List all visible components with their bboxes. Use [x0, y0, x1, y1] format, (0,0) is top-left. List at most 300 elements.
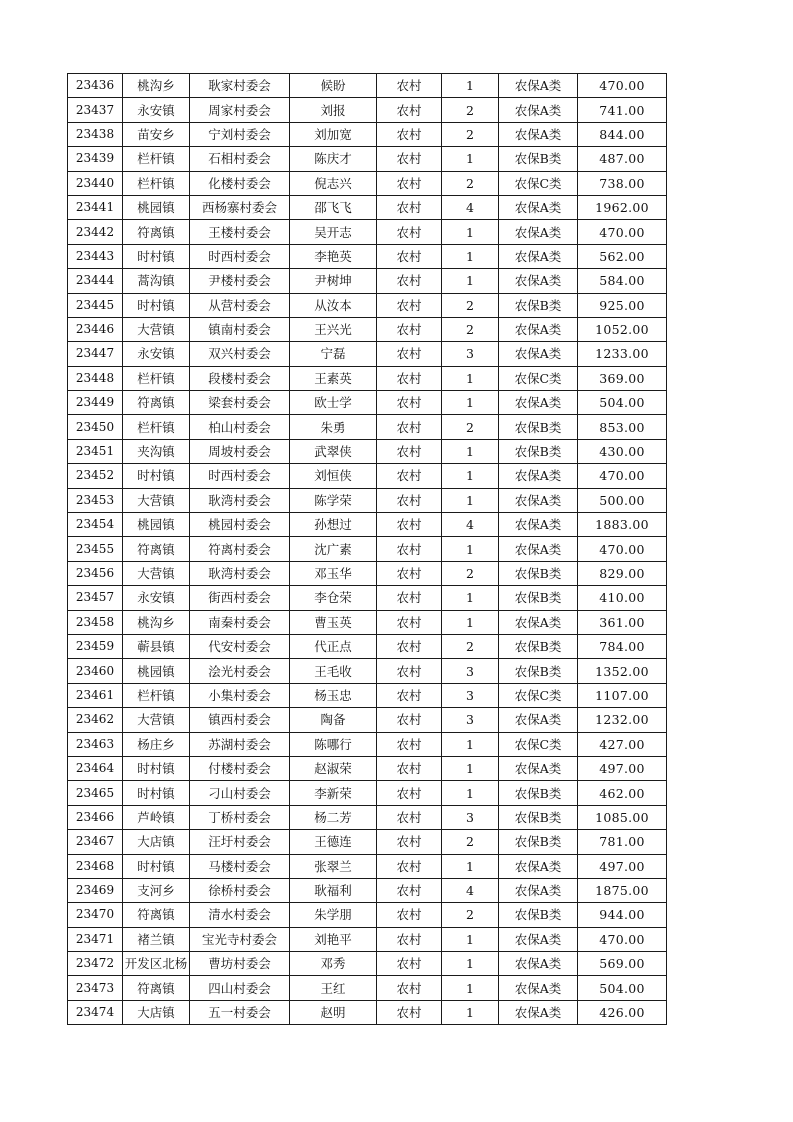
- amount-cell: 426.00: [578, 1000, 667, 1024]
- town-cell: 永安镇: [123, 342, 190, 366]
- amount-cell: 470.00: [578, 927, 667, 951]
- record-id-cell: 23436: [68, 74, 123, 98]
- person-name-cell: 倪志兴: [290, 171, 377, 195]
- table-row: [68, 659, 667, 683]
- household-count-cell: 2: [442, 171, 499, 195]
- amount-cell: 1875.00: [578, 878, 667, 902]
- village-committee-cell: 尹楼村委会: [190, 269, 290, 293]
- table-row: [68, 903, 667, 927]
- record-id-cell: 23464: [68, 756, 123, 780]
- table-row: [68, 781, 667, 805]
- insurance-type-cell: 农保A类: [499, 317, 578, 341]
- insurance-type-cell: 农保A类: [499, 74, 578, 98]
- record-id-cell: 23439: [68, 147, 123, 171]
- amount-cell: 470.00: [578, 74, 667, 98]
- village-committee-cell: 清水村委会: [190, 903, 290, 927]
- town-cell: 桃园镇: [123, 659, 190, 683]
- household-count-cell: 2: [442, 122, 499, 146]
- town-cell: 大营镇: [123, 317, 190, 341]
- household-count-cell: 1: [442, 732, 499, 756]
- area-type-cell: 农村: [377, 732, 442, 756]
- person-name-cell: 欧士学: [290, 391, 377, 415]
- town-cell: 大营镇: [123, 708, 190, 732]
- household-count-cell: 1: [442, 952, 499, 976]
- person-name-cell: 吴开志: [290, 220, 377, 244]
- town-cell: 桃沟乡: [123, 610, 190, 634]
- person-name-cell: 曹玉英: [290, 610, 377, 634]
- record-id-cell: 23468: [68, 854, 123, 878]
- amount-cell: 844.00: [578, 122, 667, 146]
- person-name-cell: 沈广素: [290, 537, 377, 561]
- village-committee-cell: 苏湖村委会: [190, 732, 290, 756]
- village-committee-cell: 石相村委会: [190, 147, 290, 171]
- table-row: [68, 195, 667, 219]
- town-cell: 桃园镇: [123, 195, 190, 219]
- household-count-cell: 3: [442, 708, 499, 732]
- town-cell: 杨庄乡: [123, 732, 190, 756]
- record-id-cell: 23458: [68, 610, 123, 634]
- household-count-cell: 2: [442, 903, 499, 927]
- town-cell: 支河乡: [123, 878, 190, 902]
- record-id-cell: 23441: [68, 195, 123, 219]
- town-cell: 时村镇: [123, 464, 190, 488]
- town-cell: 符离镇: [123, 537, 190, 561]
- record-id-cell: 23455: [68, 537, 123, 561]
- household-count-cell: 1: [442, 74, 499, 98]
- village-committee-cell: 耿家村委会: [190, 74, 290, 98]
- amount-cell: 569.00: [578, 952, 667, 976]
- town-cell: 大营镇: [123, 561, 190, 585]
- table-row: [68, 1000, 667, 1024]
- amount-cell: 944.00: [578, 903, 667, 927]
- area-type-cell: 农村: [377, 244, 442, 268]
- record-id-cell: 23449: [68, 391, 123, 415]
- area-type-cell: 农村: [377, 317, 442, 341]
- area-type-cell: 农村: [377, 659, 442, 683]
- household-count-cell: 2: [442, 317, 499, 341]
- amount-cell: 1052.00: [578, 317, 667, 341]
- area-type-cell: 农村: [377, 781, 442, 805]
- person-name-cell: 朱学朋: [290, 903, 377, 927]
- household-count-cell: 1: [442, 610, 499, 634]
- household-count-cell: 1: [442, 488, 499, 512]
- amount-cell: 470.00: [578, 464, 667, 488]
- village-committee-cell: 镇南村委会: [190, 317, 290, 341]
- village-committee-cell: 汪圩村委会: [190, 830, 290, 854]
- person-name-cell: 王素英: [290, 366, 377, 390]
- town-cell: 时村镇: [123, 854, 190, 878]
- insurance-type-cell: 农保B类: [499, 561, 578, 585]
- amount-cell: 1883.00: [578, 513, 667, 537]
- table-row: [68, 805, 667, 829]
- area-type-cell: 农村: [377, 854, 442, 878]
- person-name-cell: 张翠兰: [290, 854, 377, 878]
- village-committee-cell: 徐桥村委会: [190, 878, 290, 902]
- village-committee-cell: 段楼村委会: [190, 366, 290, 390]
- person-name-cell: 李新荣: [290, 781, 377, 805]
- area-type-cell: 农村: [377, 195, 442, 219]
- village-committee-cell: 小集村委会: [190, 683, 290, 707]
- town-cell: 苗安乡: [123, 122, 190, 146]
- amount-cell: 497.00: [578, 854, 667, 878]
- area-type-cell: 农村: [377, 464, 442, 488]
- person-name-cell: 武翠侠: [290, 439, 377, 463]
- village-committee-cell: 南秦村委会: [190, 610, 290, 634]
- village-committee-cell: 付楼村委会: [190, 756, 290, 780]
- village-committee-cell: 西杨寨村委会: [190, 195, 290, 219]
- table-row: [68, 220, 667, 244]
- village-committee-cell: 时西村委会: [190, 244, 290, 268]
- area-type-cell: 农村: [377, 927, 442, 951]
- town-cell: 大营镇: [123, 488, 190, 512]
- table-row: [68, 976, 667, 1000]
- person-name-cell: 尹树坤: [290, 269, 377, 293]
- person-name-cell: 邵飞飞: [290, 195, 377, 219]
- village-committee-cell: 丁桥村委会: [190, 805, 290, 829]
- record-id-cell: 23460: [68, 659, 123, 683]
- amount-cell: 741.00: [578, 98, 667, 122]
- village-committee-cell: 刁山村委会: [190, 781, 290, 805]
- area-type-cell: 农村: [377, 903, 442, 927]
- table-row: [68, 513, 667, 537]
- person-name-cell: 王德连: [290, 830, 377, 854]
- amount-cell: 504.00: [578, 976, 667, 1000]
- amount-cell: 487.00: [578, 147, 667, 171]
- insurance-type-cell: 农保A类: [499, 976, 578, 1000]
- village-committee-cell: 宁刘村委会: [190, 122, 290, 146]
- insurance-type-cell: 农保B类: [499, 830, 578, 854]
- amount-cell: 497.00: [578, 756, 667, 780]
- table-row: [68, 147, 667, 171]
- village-committee-cell: 耿湾村委会: [190, 488, 290, 512]
- area-type-cell: 农村: [377, 366, 442, 390]
- village-committee-cell: 代安村委会: [190, 634, 290, 658]
- area-type-cell: 农村: [377, 708, 442, 732]
- record-id-cell: 23456: [68, 561, 123, 585]
- insurance-type-cell: 农保B类: [499, 293, 578, 317]
- insurance-type-cell: 农保A类: [499, 464, 578, 488]
- record-id-cell: 23445: [68, 293, 123, 317]
- village-committee-cell: 柏山村委会: [190, 415, 290, 439]
- area-type-cell: 农村: [377, 171, 442, 195]
- village-committee-cell: 周坡村委会: [190, 439, 290, 463]
- table-row: [68, 464, 667, 488]
- record-id-cell: 23459: [68, 634, 123, 658]
- village-committee-cell: 桃园村委会: [190, 513, 290, 537]
- insurance-type-cell: 农保A类: [499, 708, 578, 732]
- record-id-cell: 23471: [68, 927, 123, 951]
- insurance-type-cell: 农保A类: [499, 342, 578, 366]
- household-count-cell: 2: [442, 830, 499, 854]
- town-cell: 符离镇: [123, 220, 190, 244]
- household-count-cell: 3: [442, 805, 499, 829]
- area-type-cell: 农村: [377, 1000, 442, 1024]
- table-row: [68, 488, 667, 512]
- table-row: [68, 98, 667, 122]
- town-cell: 永安镇: [123, 98, 190, 122]
- amount-cell: 829.00: [578, 561, 667, 585]
- amount-cell: 781.00: [578, 830, 667, 854]
- record-id-cell: 23461: [68, 683, 123, 707]
- household-count-cell: 1: [442, 439, 499, 463]
- record-id-cell: 23470: [68, 903, 123, 927]
- amount-cell: 784.00: [578, 634, 667, 658]
- household-count-cell: 1: [442, 927, 499, 951]
- household-count-cell: 2: [442, 561, 499, 585]
- village-committee-cell: 化楼村委会: [190, 171, 290, 195]
- area-type-cell: 农村: [377, 415, 442, 439]
- household-count-cell: 4: [442, 195, 499, 219]
- town-cell: 栏杆镇: [123, 415, 190, 439]
- insurance-type-cell: 农保B类: [499, 147, 578, 171]
- person-name-cell: 刘报: [290, 98, 377, 122]
- household-count-cell: 3: [442, 683, 499, 707]
- table-row: [68, 439, 667, 463]
- area-type-cell: 农村: [377, 147, 442, 171]
- insurance-type-cell: 农保B类: [499, 415, 578, 439]
- insurance-type-cell: 农保B类: [499, 634, 578, 658]
- person-name-cell: 邓玉华: [290, 561, 377, 585]
- area-type-cell: 农村: [377, 74, 442, 98]
- village-committee-cell: 浍光村委会: [190, 659, 290, 683]
- insurance-type-cell: 农保A类: [499, 537, 578, 561]
- amount-cell: 410.00: [578, 586, 667, 610]
- person-name-cell: 宁磊: [290, 342, 377, 366]
- record-id-cell: 23448: [68, 366, 123, 390]
- area-type-cell: 农村: [377, 513, 442, 537]
- person-name-cell: 刘艳平: [290, 927, 377, 951]
- amount-cell: 462.00: [578, 781, 667, 805]
- insurance-type-cell: 农保A类: [499, 513, 578, 537]
- area-type-cell: 农村: [377, 610, 442, 634]
- area-type-cell: 农村: [377, 683, 442, 707]
- insurance-type-cell: 农保A类: [499, 927, 578, 951]
- amount-cell: 430.00: [578, 439, 667, 463]
- area-type-cell: 农村: [377, 976, 442, 1000]
- record-id-cell: 23442: [68, 220, 123, 244]
- village-committee-cell: 宝光寺村委会: [190, 927, 290, 951]
- area-type-cell: 农村: [377, 634, 442, 658]
- table-row: [68, 342, 667, 366]
- town-cell: 芦岭镇: [123, 805, 190, 829]
- record-id-cell: 23443: [68, 244, 123, 268]
- area-type-cell: 农村: [377, 561, 442, 585]
- amount-cell: 369.00: [578, 366, 667, 390]
- area-type-cell: 农村: [377, 220, 442, 244]
- village-committee-cell: 曹坊村委会: [190, 952, 290, 976]
- record-id-cell: 23474: [68, 1000, 123, 1024]
- town-cell: 栏杆镇: [123, 366, 190, 390]
- insurance-type-cell: 农保A类: [499, 756, 578, 780]
- town-cell: 桃沟乡: [123, 74, 190, 98]
- table-row: [68, 952, 667, 976]
- village-committee-cell: 耿湾村委会: [190, 561, 290, 585]
- town-cell: 栏杆镇: [123, 147, 190, 171]
- area-type-cell: 农村: [377, 756, 442, 780]
- insurance-type-cell: 农保B类: [499, 659, 578, 683]
- town-cell: 桃园镇: [123, 513, 190, 537]
- household-count-cell: 3: [442, 659, 499, 683]
- village-committee-cell: 镇西村委会: [190, 708, 290, 732]
- record-id-cell: 23450: [68, 415, 123, 439]
- household-count-cell: 1: [442, 854, 499, 878]
- village-committee-cell: 马楼村委会: [190, 854, 290, 878]
- table-row: [68, 878, 667, 902]
- town-cell: 夹沟镇: [123, 439, 190, 463]
- area-type-cell: 农村: [377, 586, 442, 610]
- record-id-cell: 23463: [68, 732, 123, 756]
- insurance-type-cell: 农保A类: [499, 610, 578, 634]
- person-name-cell: 赵明: [290, 1000, 377, 1024]
- insurance-type-cell: 农保C类: [499, 683, 578, 707]
- amount-cell: 427.00: [578, 732, 667, 756]
- household-count-cell: 2: [442, 634, 499, 658]
- table-row: [68, 122, 667, 146]
- insurance-type-cell: 农保A类: [499, 391, 578, 415]
- insurance-type-cell: 农保A类: [499, 1000, 578, 1024]
- village-committee-cell: 时西村委会: [190, 464, 290, 488]
- person-name-cell: 杨玉忠: [290, 683, 377, 707]
- amount-cell: 504.00: [578, 391, 667, 415]
- table-row: [68, 415, 667, 439]
- record-id-cell: 23457: [68, 586, 123, 610]
- town-cell: 栏杆镇: [123, 171, 190, 195]
- village-committee-cell: 周家村委会: [190, 98, 290, 122]
- table-row: [68, 293, 667, 317]
- record-id-cell: 23473: [68, 976, 123, 1000]
- table-row: [68, 586, 667, 610]
- table-row: [68, 74, 667, 98]
- insurance-type-cell: 农保A类: [499, 220, 578, 244]
- table-row: [68, 610, 667, 634]
- town-cell: 时村镇: [123, 244, 190, 268]
- town-cell: 符离镇: [123, 976, 190, 1000]
- household-count-cell: 1: [442, 976, 499, 1000]
- amount-cell: 1107.00: [578, 683, 667, 707]
- village-committee-cell: 双兴村委会: [190, 342, 290, 366]
- person-name-cell: 王兴光: [290, 317, 377, 341]
- area-type-cell: 农村: [377, 269, 442, 293]
- household-count-cell: 1: [442, 1000, 499, 1024]
- household-count-cell: 1: [442, 269, 499, 293]
- household-count-cell: 2: [442, 293, 499, 317]
- area-type-cell: 农村: [377, 488, 442, 512]
- person-name-cell: 从汝本: [290, 293, 377, 317]
- table-row: [68, 537, 667, 561]
- amount-cell: 1962.00: [578, 195, 667, 219]
- household-count-cell: 1: [442, 586, 499, 610]
- town-cell: 大店镇: [123, 1000, 190, 1024]
- town-cell: 时村镇: [123, 293, 190, 317]
- table-row: [68, 269, 667, 293]
- insurance-type-cell: 农保A类: [499, 269, 578, 293]
- table-row: [68, 830, 667, 854]
- record-id-cell: 23454: [68, 513, 123, 537]
- household-count-cell: 2: [442, 415, 499, 439]
- record-id-cell: 23440: [68, 171, 123, 195]
- town-cell: 符离镇: [123, 391, 190, 415]
- person-name-cell: 朱勇: [290, 415, 377, 439]
- record-id-cell: 23462: [68, 708, 123, 732]
- table-row: [68, 854, 667, 878]
- town-cell: 栏杆镇: [123, 683, 190, 707]
- person-name-cell: 王红: [290, 976, 377, 1000]
- person-name-cell: 刘恒侠: [290, 464, 377, 488]
- town-cell: 符离镇: [123, 903, 190, 927]
- village-committee-cell: 街西村委会: [190, 586, 290, 610]
- household-count-cell: 1: [442, 781, 499, 805]
- person-name-cell: 孙想过: [290, 513, 377, 537]
- person-name-cell: 陈学荣: [290, 488, 377, 512]
- table-row: [68, 366, 667, 390]
- record-id-cell: 23467: [68, 830, 123, 854]
- amount-cell: 925.00: [578, 293, 667, 317]
- record-id-cell: 23447: [68, 342, 123, 366]
- town-cell: 蒿沟镇: [123, 269, 190, 293]
- record-id-cell: 23453: [68, 488, 123, 512]
- person-name-cell: 陈庆才: [290, 147, 377, 171]
- table-row: [68, 561, 667, 585]
- area-type-cell: 农村: [377, 805, 442, 829]
- insurance-type-cell: 农保B类: [499, 586, 578, 610]
- insurance-type-cell: 农保A类: [499, 878, 578, 902]
- household-count-cell: 4: [442, 513, 499, 537]
- area-type-cell: 农村: [377, 878, 442, 902]
- area-type-cell: 农村: [377, 293, 442, 317]
- village-committee-cell: 符离村委会: [190, 537, 290, 561]
- town-cell: 永安镇: [123, 586, 190, 610]
- record-id-cell: 23444: [68, 269, 123, 293]
- insurance-type-cell: 农保B类: [499, 439, 578, 463]
- town-cell: 褚兰镇: [123, 927, 190, 951]
- area-type-cell: 农村: [377, 830, 442, 854]
- table-row: [68, 927, 667, 951]
- insurance-type-cell: 农保C类: [499, 732, 578, 756]
- amount-cell: 470.00: [578, 537, 667, 561]
- insurance-type-cell: 农保A类: [499, 488, 578, 512]
- person-name-cell: 候盼: [290, 74, 377, 98]
- person-name-cell: 耿福利: [290, 878, 377, 902]
- person-name-cell: 赵淑荣: [290, 756, 377, 780]
- household-count-cell: 1: [442, 244, 499, 268]
- table-row: [68, 171, 667, 195]
- record-id-cell: 23466: [68, 805, 123, 829]
- insurance-type-cell: 农保A类: [499, 854, 578, 878]
- insurance-type-cell: 农保A类: [499, 244, 578, 268]
- person-name-cell: 王毛收: [290, 659, 377, 683]
- person-name-cell: 杨二芳: [290, 805, 377, 829]
- household-count-cell: 1: [442, 220, 499, 244]
- record-id-cell: 23469: [68, 878, 123, 902]
- record-id-cell: 23472: [68, 952, 123, 976]
- village-committee-cell: 王楼村委会: [190, 220, 290, 244]
- insurance-type-cell: 农保C类: [499, 366, 578, 390]
- person-name-cell: 代正点: [290, 634, 377, 658]
- household-count-cell: 1: [442, 537, 499, 561]
- table-row: [68, 244, 667, 268]
- household-count-cell: 1: [442, 147, 499, 171]
- area-type-cell: 农村: [377, 391, 442, 415]
- record-id-cell: 23465: [68, 781, 123, 805]
- town-cell: 大店镇: [123, 830, 190, 854]
- table-row: [68, 683, 667, 707]
- area-type-cell: 农村: [377, 952, 442, 976]
- record-id-cell: 23452: [68, 464, 123, 488]
- amount-cell: 1352.00: [578, 659, 667, 683]
- insurance-type-cell: 农保C类: [499, 171, 578, 195]
- amount-cell: 738.00: [578, 171, 667, 195]
- village-committee-cell: 梁套村委会: [190, 391, 290, 415]
